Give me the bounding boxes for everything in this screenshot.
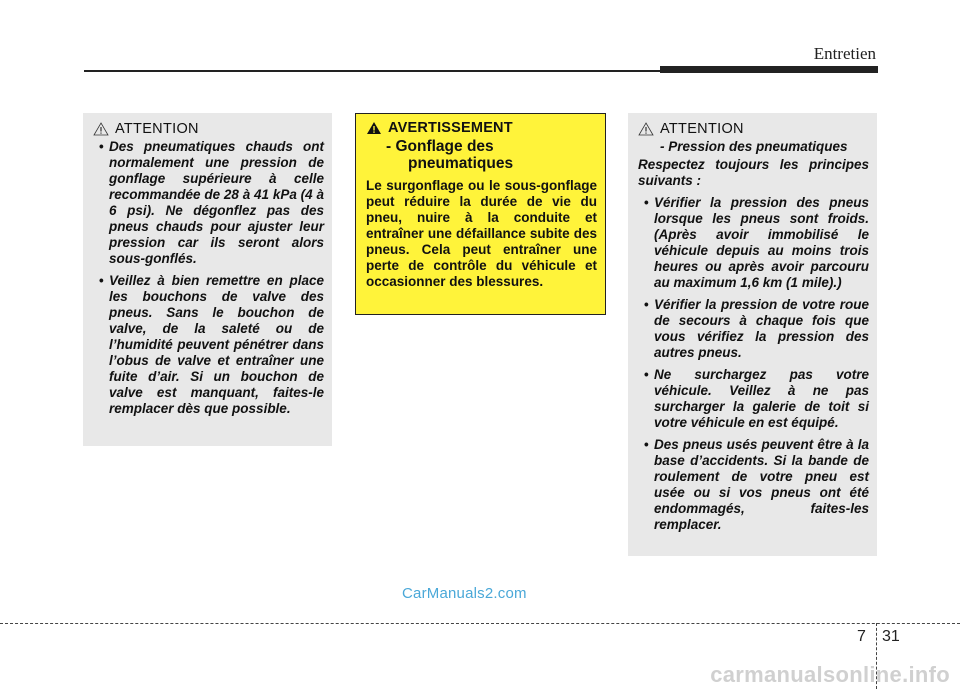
list-item: • Des pneus usés peuvent être à la base d’accidents. Si la bande de roulement de votre pneu est usée ou si vos pneus ont été endommagés, faites-les remplacer. [638,437,869,533]
attention-title: ATTENTION [660,121,744,137]
attention-intro: Respectez toujours les principes suivants : [638,157,869,188]
warning-text: Le surgonflage ou le sous-gonflage peut réduire la durée de vie du pneu, nuire à la conduite et entraîner une défaillance subite des pneus. Cela peut entraîner une perte de contrôle du véhicule et occasionner des blessures. [366,178,597,289]
chapter-number: 7 [857,628,866,645]
list-item: • Des pneumatiques chauds ont normalement une pression de gonflage supérieure à celle recommandée de 28 à 41 kPa (4 à 6 psi). Ne dégonflez pas des pneus chauds pour ajuster leur pression car ils seront alors sous-gonflés. [93,139,324,267]
attention-triangle-icon [93,122,109,136]
watermark-link[interactable]: CarManuals2.com [402,585,527,602]
list-item: • Vérifier la pression de votre roue de secours à chaque fois que vous vérifiez la pression des autres pneus. [638,297,869,361]
attention-box-left [83,113,332,446]
warning-subtitle-2: pneumatiques [408,155,514,172]
warning-title-row [366,120,597,136]
attention-title-row [638,121,869,137]
list-item: • Vérifier la pression des pneus lorsque les pneus sont froids. (Après avoir immobilisé le véhicule depuis au moins trois heures ou après avoir parcouru au maximum 1,6 km (1 mile).) [638,195,869,291]
attention-list [93,139,324,417]
footer-divider [0,623,960,624]
section-title: Entretien [813,44,876,63]
attention-triangle-icon [638,122,654,136]
warning-title: AVERTISSEMENT [388,120,513,136]
attention-subtitle: - Pression des pneumatiques [660,139,848,154]
warning-box [355,113,606,315]
header-rule-thin [84,70,662,72]
warning-triangle-icon [366,121,382,135]
attention-title-row [93,121,324,137]
list-item: • Ne surchargez pas votre véhicule. Veillez à ne pas surcharger la galerie de toit si votre véhicule en est équipé. [638,367,869,431]
attention-list [638,195,869,533]
attention-box-right [628,113,877,556]
header-rule-thick [660,66,878,73]
warning-subtitle-1: - Gonflage des [386,138,494,155]
footer-site-watermark: carmanualsonline.info [710,662,950,687]
attention-title: ATTENTION [115,121,199,137]
page-number: 31 [882,628,900,645]
list-item: • Veillez à bien remettre en place les bouchons de valve des pneus. Sans le bouchon de valve, de la saleté ou de l’humidité peuvent pénétrer dans l’obus de valve et entraîner une fuite d’air. Si un bouchon de valve est manquant, faites-le remplacer dès que possible. [93,273,324,417]
